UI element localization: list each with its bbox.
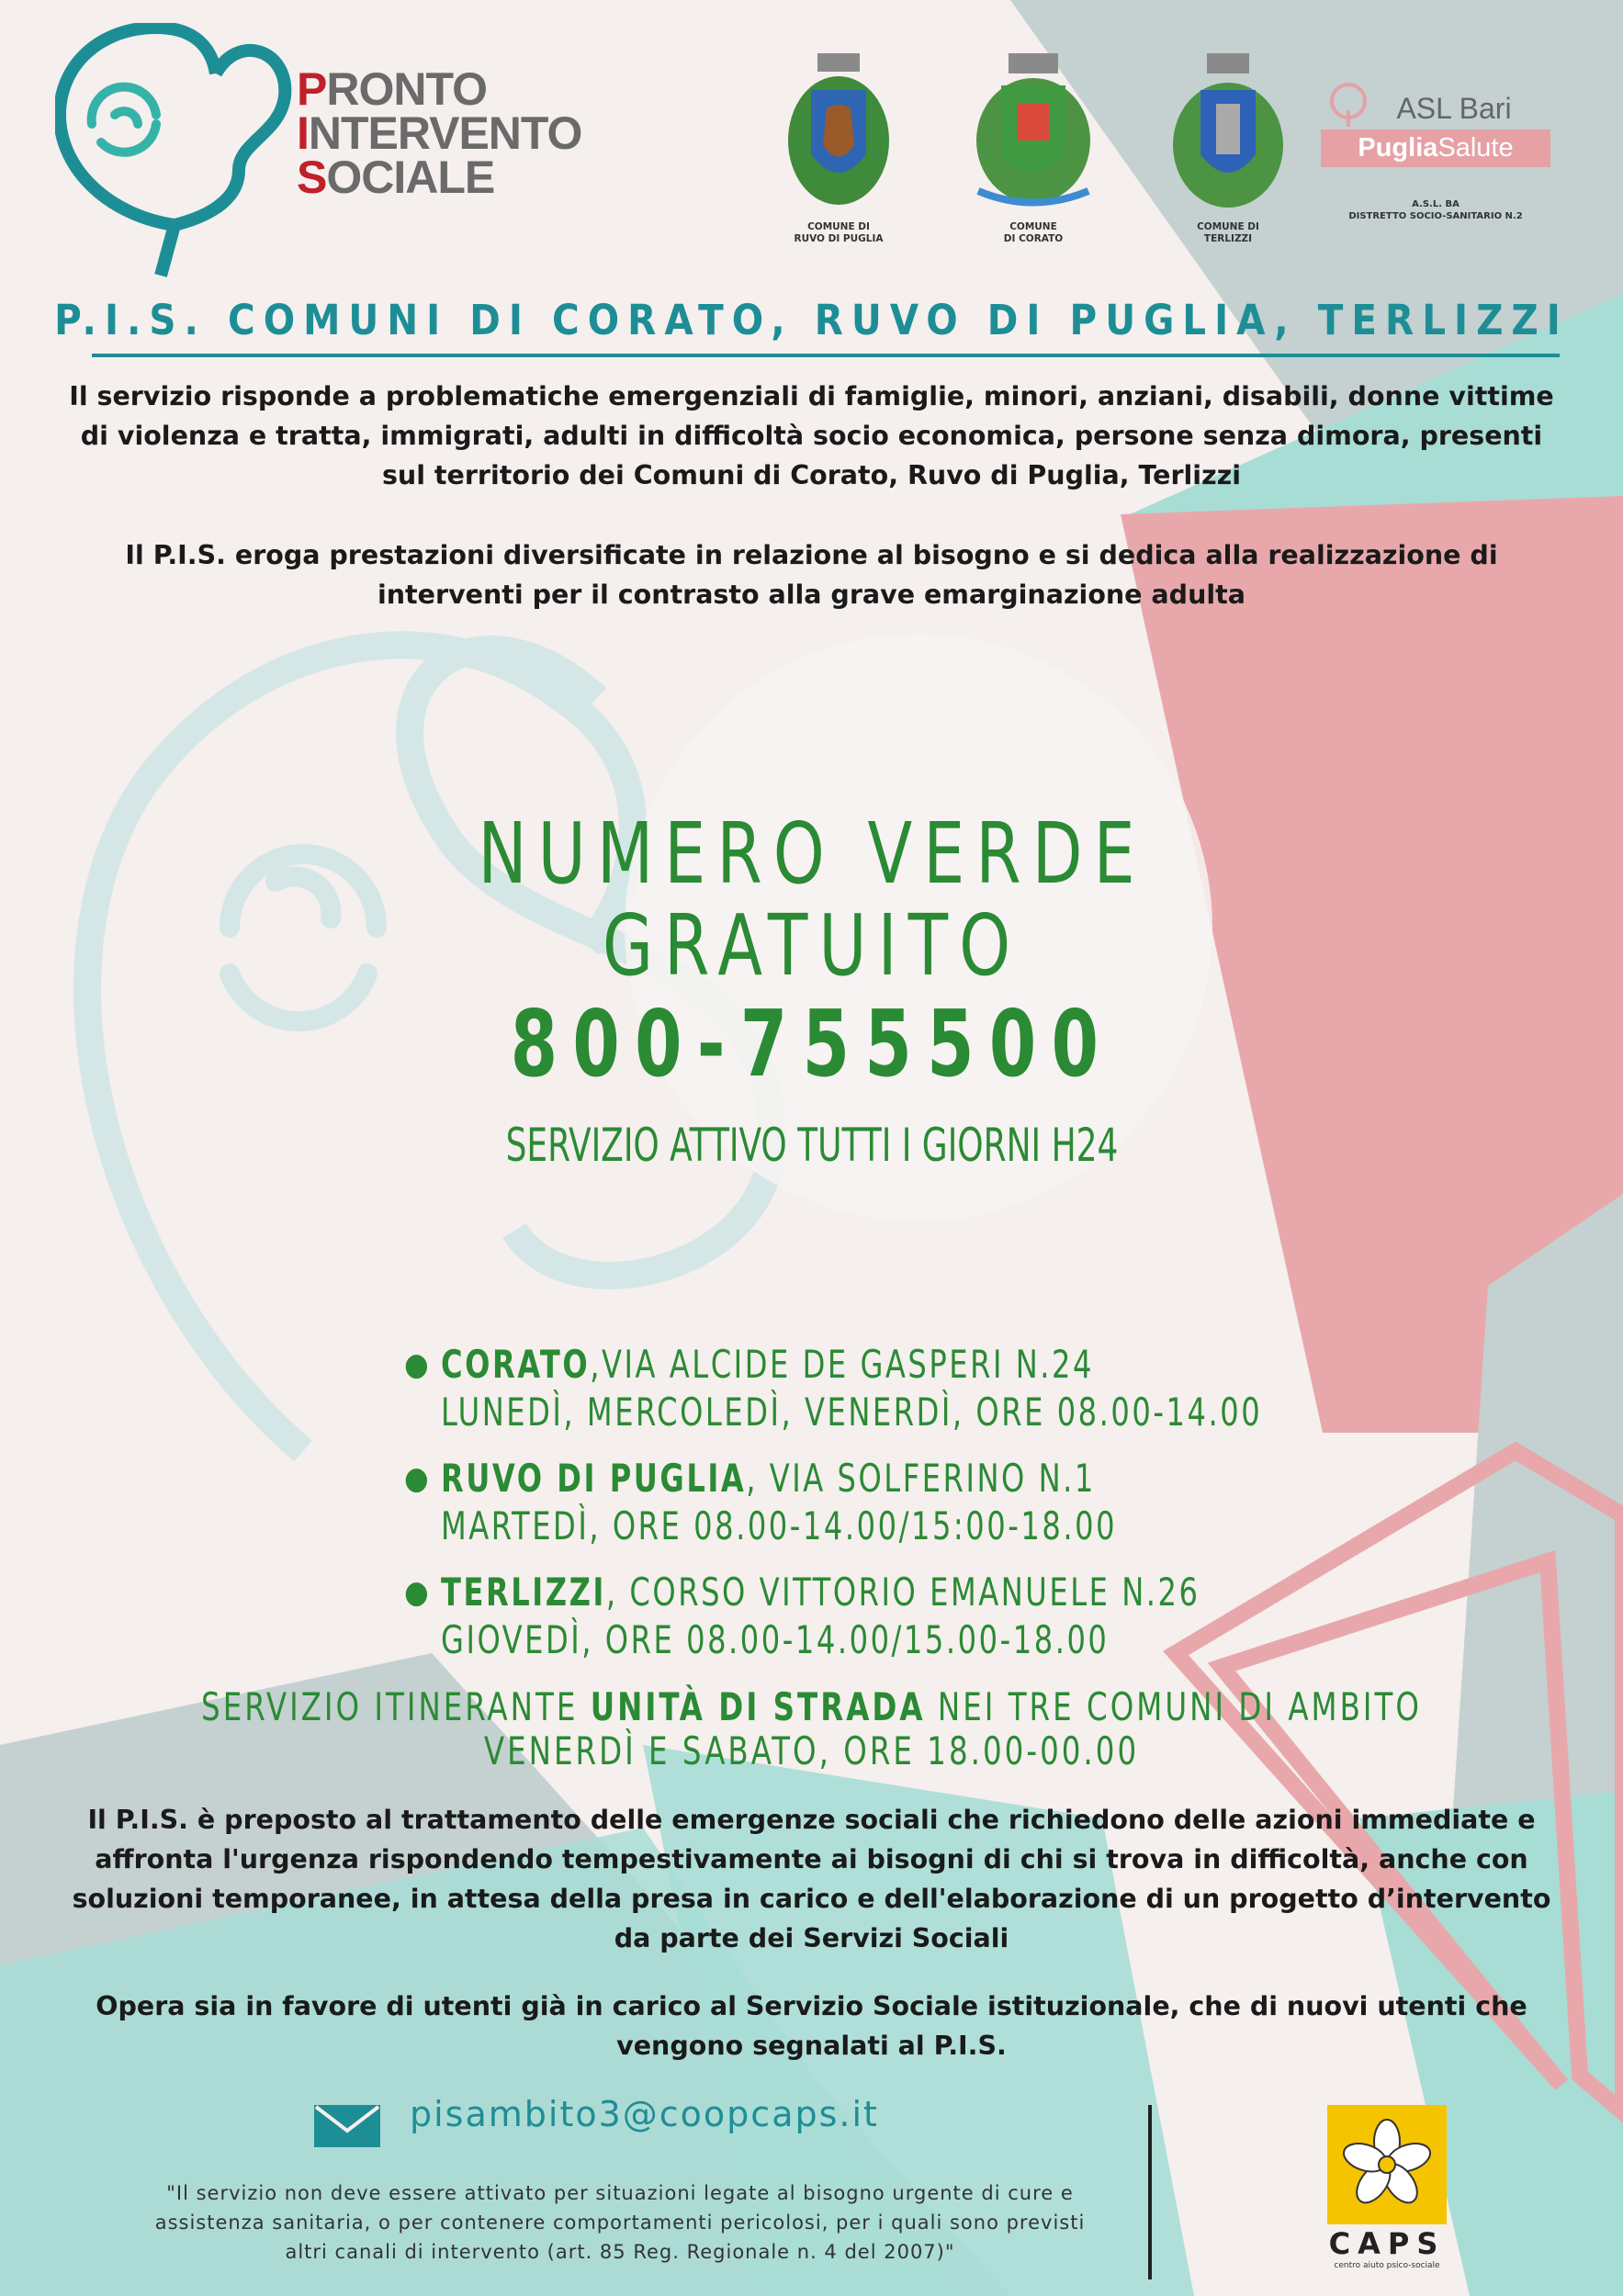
asl-bari-logo	[1321, 92, 1550, 222]
email-link[interactable]: pisambito3@coopcaps.it	[410, 2094, 879, 2134]
caps-flower-icon	[1327, 2105, 1447, 2224]
list-item: ● TERLIZZI, CORSO VITTORIO EMANUELE N.26 GIOVEDÌ, ORE 08.00-14.00/15.00-18.00	[404, 1570, 1200, 1662]
asl-caption: A.S.L. BA DISTRETTO SOCIO-SANITARIO N.2	[1348, 199, 1523, 221]
footer-divider	[1148, 2105, 1152, 2279]
title-divider	[92, 354, 1560, 357]
hotline-availability: SERVIZIO ATTIVO TUTTI I GIORNI H24	[505, 1119, 1119, 1172]
puglia-salute-badge: PugliaSalute	[1321, 129, 1550, 167]
pronto-intervento-logo-icon	[55, 23, 294, 285]
tree-icon	[1321, 83, 1376, 129]
hotline-phone-number[interactable]: 800-755500	[510, 990, 1114, 1097]
bullet-icon: ●	[404, 1574, 429, 1611]
bullet-icon: ●	[404, 1460, 429, 1497]
pronto-intervento-wordmark: PRONTO INTERVENTO SOCIALE	[297, 63, 582, 203]
caps-subtitle: centro aiuto psico-sociale	[1334, 2261, 1440, 2270]
coat-of-arms-icon	[1159, 53, 1297, 214]
asl-name: ASL Bari	[1396, 92, 1512, 125]
description-paragraph-1: Il P.I.S. è preposto al trattamento delle emergenze sociali che richiedono delle azioni immediate e affronta l'urgenza rispondendo tempestivamente ai bisogni di chi si trova in difficoltà, anche con soluzioni temporanee, in attesa della presa in carico e dell'elaborazione di un progetto d’intervento da parte dei Servizi Sociali	[72, 1805, 1551, 1953]
disclaimer-text: "Il servizio non deve essere attivato per situazioni legate al bisogno urgente di cure e assistenza sanitaria, o per contenere comportamenti pericolosi, per i quali sono previsti altri canali di intervento (art. 85 Reg. Regionale n. 4 del 2007)"	[154, 2182, 1086, 2263]
mail-icon	[314, 2105, 380, 2147]
intro-paragraph-1: Il servizio risponde a problematiche emergenziali di famiglie, minori, anziani, disabili, donne vittime di violenza e tratta, immigrati, adulti in difficoltà socio economica, persone senza dimora, presenti sul territorio dei Comuni di Corato, Ruvo di Puglia, Terlizzi	[69, 381, 1554, 490]
hotline-heading: NUMERO VERDE GRATUITO	[478, 805, 1146, 995]
itinerant-service: SERVIZIO ITINERANTE UNITÀ DI STRADA NEI TRE COMUNI DI AMBITO VENERDÌ E SABATO, ORE 18.00-00.00	[201, 1684, 1422, 1773]
caps-name: CAPS	[1328, 2226, 1446, 2261]
bullet-icon: ●	[404, 1346, 429, 1383]
crest-corato: COMUNE DI CORATO	[964, 53, 1102, 245]
intro-paragraph-2: Il P.I.S. eroga prestazioni diversificate in relazione al bisogno e si dedica alla realizzazione di interventi per il contrasto alla grave emarginazione adulta	[125, 540, 1498, 610]
office-list	[404, 1341, 1506, 1683]
coat-of-arms-icon	[770, 53, 907, 214]
crest-ruvo-di-puglia: COMUNE DI RUVO DI PUGLIA	[770, 53, 907, 245]
page-title: P.I.S. COMUNI DI CORATO, RUVO DI PUGLIA, TERLIZZI	[54, 296, 1569, 344]
description-paragraph-2: Opera sia in favore di utenti già in carico al Servizio Sociale istituzionale, che di nuovi utenti che vengono segnalati al P.I.S.	[96, 1991, 1527, 2061]
crest-terlizzi: COMUNE DI TERLIZZI	[1159, 53, 1297, 245]
list-item: ● CORATO,VIA ALCIDE DE GASPERI N.24 LUNEDÌ, MERCOLEDÌ, VENERDÌ, ORE 08.00-14.00	[404, 1342, 1263, 1435]
caps-logo	[1327, 2105, 1447, 2270]
list-item: ● RUVO DI PUGLIA, VIA SOLFERINO N.1 MARTEDÌ, ORE 08.00-14.00/15:00-18.00	[404, 1456, 1118, 1548]
coat-of-arms-icon	[964, 53, 1102, 214]
